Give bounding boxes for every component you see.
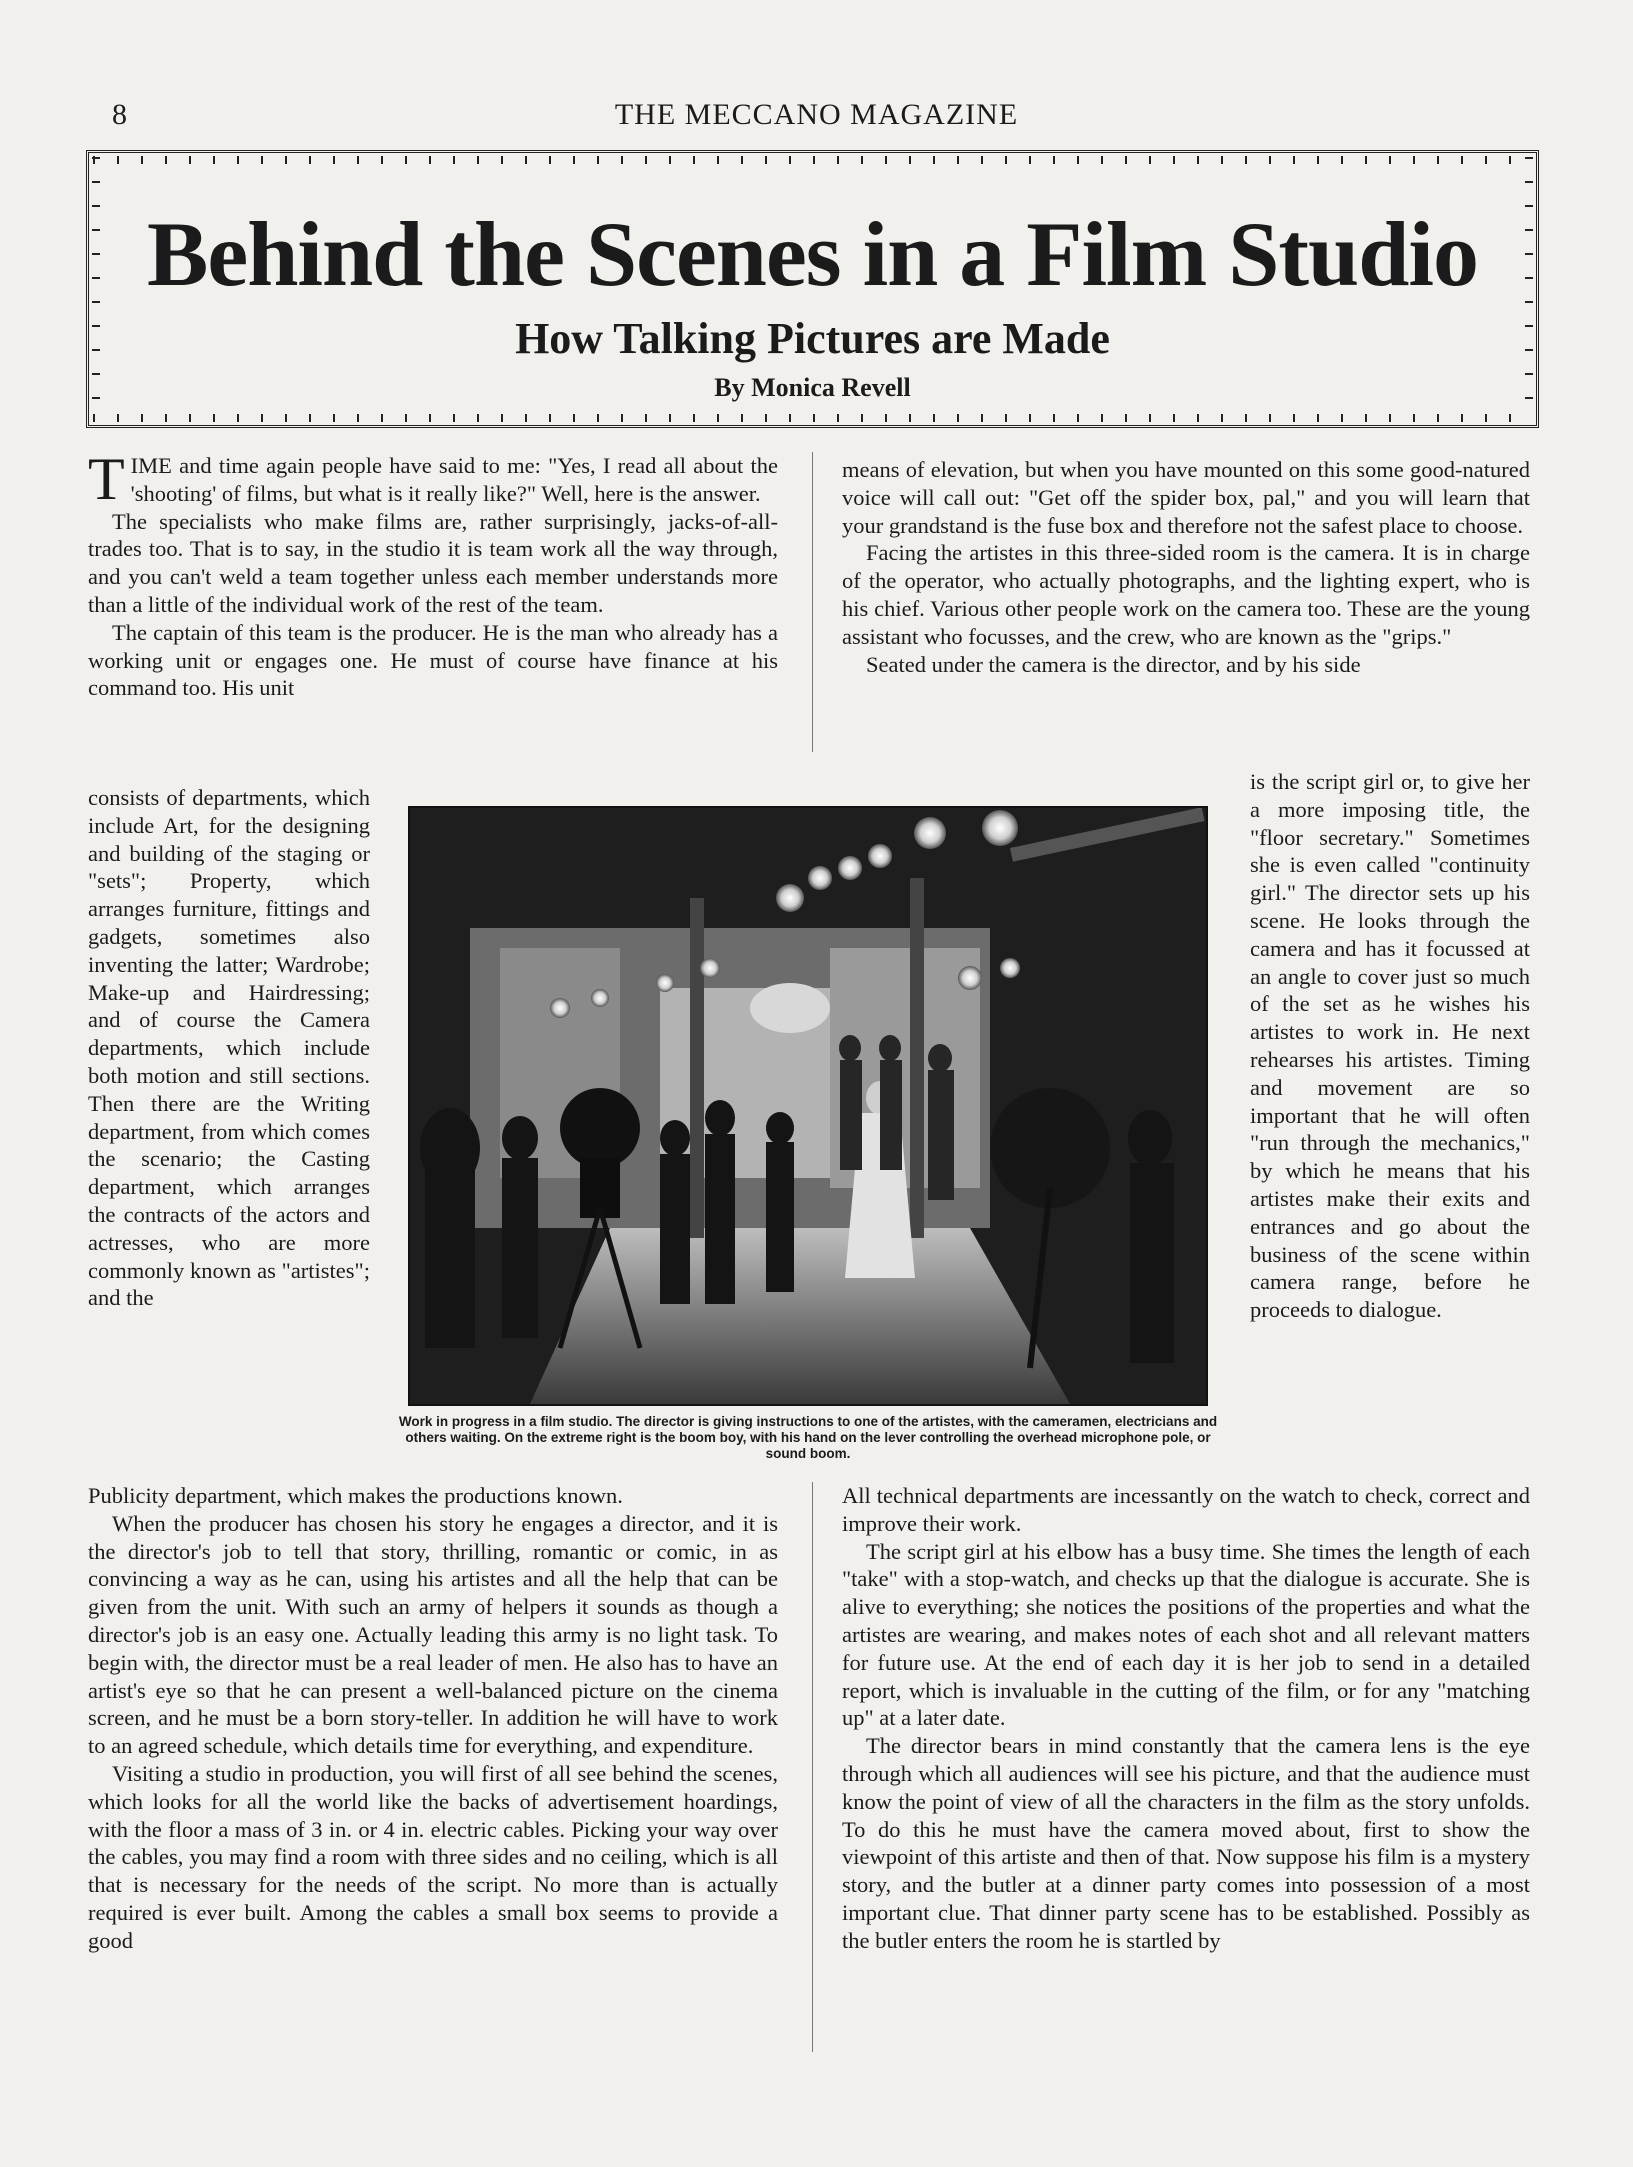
column-right-top — [842, 456, 1530, 678]
paragraph: Visiting a studio in production, you will first of all see behind the scenes, which looks for all the world like the backs of advertisement hoardings, with the floor a mass of 3 in. or 4 in. electric cables. Picking your way over the cables, you may find a room with three sides and no ceiling, which is all that is necessary for the needs of the script. No more than is actually required is ever built. Among the cables a small box seems to provide a good — [88, 1760, 778, 1953]
photo-caption: Work in progress in a film studio. The director is giving instructions to one of the artistes, with the cameramen, electricians and others waiting. On the extreme right is the boom boy, with his hand on the lever controlling the overhead microphone pole, or sound boom. — [398, 1414, 1218, 1461]
paragraph-intro — [88, 446, 778, 512]
column-left-bottom — [88, 1482, 778, 1955]
paragraph: The script girl at his elbow has a busy time. She times the length of each "take" with a stop-watch, and checks up that the dialogue is accurate. She is alive to everything; she notices the positions of the properties and what the artistes are wearing, and makes notes of each shot and all relevant matters for future use. At the end of each day it is her job to send in a detailed report, which is invaluable in the cutting of the film, or for any "matching up" at a later date. — [842, 1538, 1530, 1731]
article-byline: By Monica Revell — [714, 373, 911, 402]
paragraph: The director bears in mind constantly that the camera lens is the eye through which all audiences will see his picture, and that the audience must know the point of view of all the characters in the film as the story unfolds. To do this he must have the camera moved about, first to show the viewpoint of this artiste and then of that. Now suppose his film is a mystery story, and the butler at a dinner party comes into possession of a most important clue. That dinner party scene has to be established. Possibly as the butler enters the room he is startled by — [842, 1733, 1530, 1953]
paragraph: Facing the artistes in this three-sided room is the camera. It is in charge of the operator, who actually photographs, and the lighting expert, who is his chief. Various other people work on the camera too. These are the young assistant who focusses, and the crew, who are known as the "grips." — [842, 540, 1530, 649]
paragraph: When the producer has chosen his story he engages a director, and it is the director's job to tell that story, thrilling, romantic or comic, in as convincing a way as he can, using his artistes and all the help that can be given from the unit. With such an army of helpers it sounds as though a director's job is an easy one. Actually leading this army is no light task. To begin with, the director must be a real leader of men. He also has to have an artist's eye so that he can present a well-balanced picture on the cinema screen, and he must be a born story-teller. In addition he will have to work to an agreed schedule, which details time for everything, and expenditure. — [88, 1510, 778, 1759]
paragraph: is the script girl or, to give her a more imposing title, the "floor secretary." Sometimes she is even called "continuity girl." The director sets up his scene. He looks through the camera and has it focussed at an angle to cover just so much of the set as he wishes his artistes to work in. He next rehearses his artistes. Timing and movement are so important that he will often "run through the mechanics," by which he means that his artistes make their exits and entrances and go about the business of the scene within camera range, before he proceeds to dialogue. — [1250, 769, 1530, 1323]
paragraph: Seated under the camera is the director, and by his side — [866, 651, 1361, 677]
title-box — [86, 150, 1539, 428]
column-divider-top — [812, 452, 813, 752]
paragraph: Publicity department, which makes the productions known. — [88, 1483, 623, 1508]
article-subtitle: How Talking Pictures are Made — [515, 314, 1110, 363]
drop-cap: T — [88, 446, 125, 512]
film-studio-illustration — [410, 808, 1206, 1404]
paragraph: means of elevation, but when you have mounted on this some good-natured voice will call out: "Get off the spider box, pal," and you will learn that your grandstand is the fuse box and therefore not the safest place to choose. — [842, 457, 1530, 538]
paragraph: The captain of this team is the producer. He is the man who already has a working unit or engages one. He must of course have finance at his command too. His unit — [88, 619, 778, 701]
column-right-bottom — [842, 1482, 1530, 1955]
column-divider-bottom — [812, 1482, 813, 2052]
film-studio-photo — [408, 806, 1208, 1406]
article-title: Behind the Scenes in a Film Studio — [147, 203, 1478, 305]
page-number: 8 — [112, 98, 127, 131]
column-left-top — [88, 446, 778, 702]
paragraph: consists of departments, which include Art, for the designing and building of the staging or "sets"; Property, which arranges furniture, fittings and gadgets, sometimes also inventing the latter; Wardrobe; Make-up and Hairdressing; and of course the Camera departments, which include both motion and still sections. Then there are the Writing department, from which comes the scenario; the Casting department, which arranges the contracts of the actors and actresses, who are more commonly known as "artistes"; and the — [88, 785, 370, 1311]
running-head: THE MECCANO MAGAZINE — [614, 98, 1019, 131]
paragraph: The specialists who make films are, rather surprisingly, jacks-of-all-trades too. That is to say, in the studio it is team work all the way through, and you can't weld a team together unless each member understands more than a little of the individual work of the rest of the team. — [88, 508, 778, 617]
column-right-narrow — [1250, 768, 1530, 1324]
column-left-narrow — [88, 784, 370, 1312]
paragraph: All technical departments are incessantly on the watch to check, correct and improve their work. — [842, 1483, 1530, 1536]
paragraph-intro-text: IME and time again people have said to me: "Yes, I read all about the 'shooting' of films, but what is it really like?" Well, here is the answer. — [130, 453, 778, 506]
